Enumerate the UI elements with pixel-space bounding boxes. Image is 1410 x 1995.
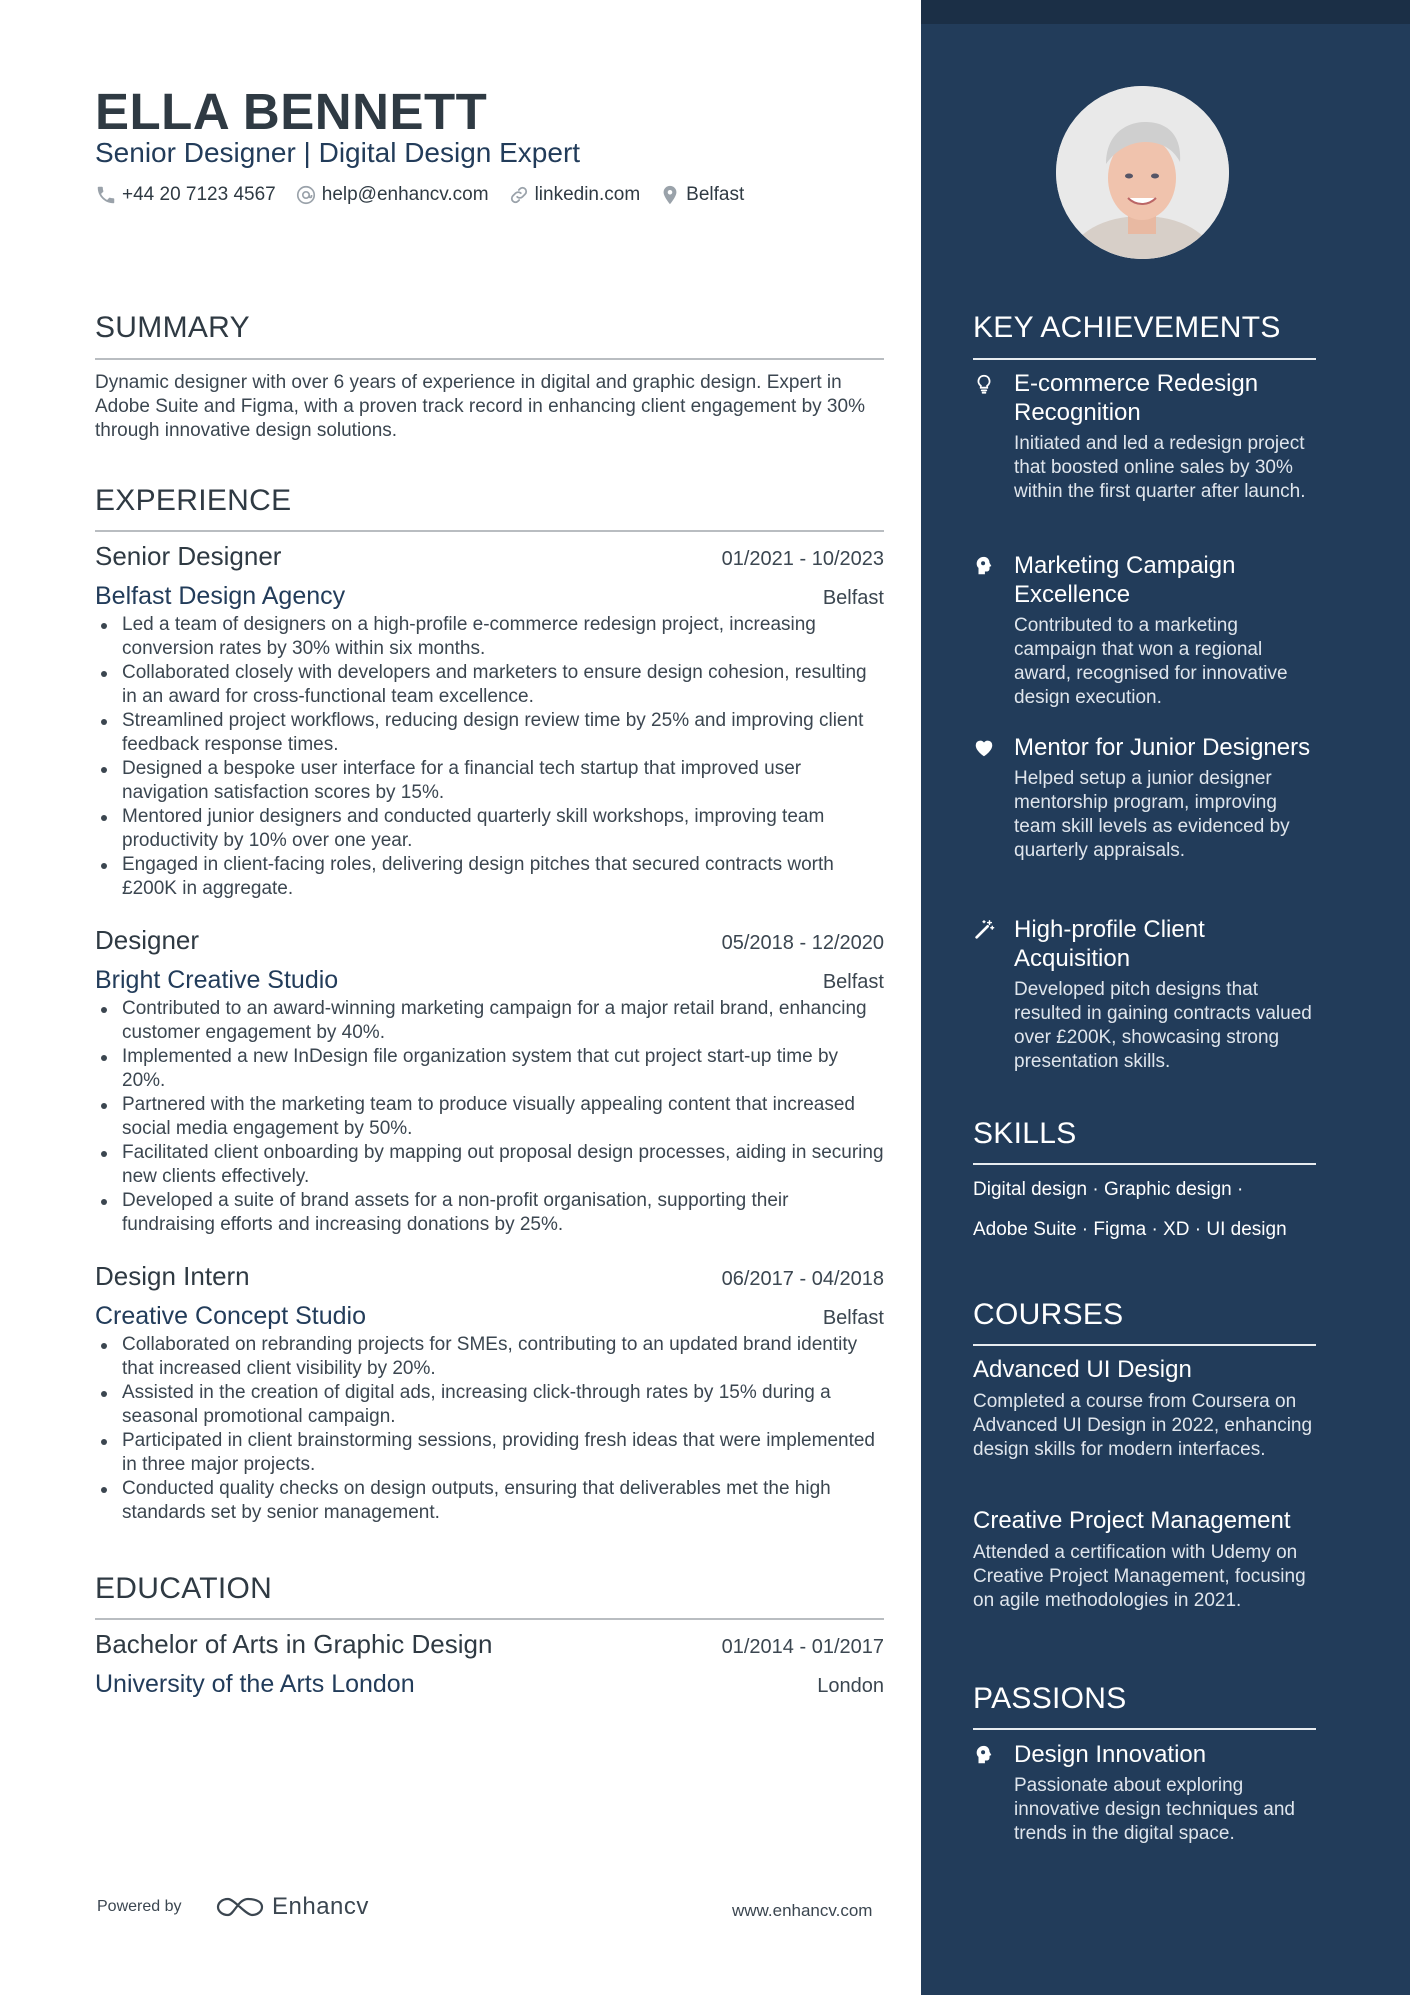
job-bullets bbox=[95, 1333, 884, 1525]
course-desc: Attended a certification with Udemy on Creative Project Management, focusing on agile methodologies in 2021. bbox=[973, 1542, 1306, 1611]
skills-divider bbox=[973, 1163, 1316, 1165]
achievement-item bbox=[973, 369, 1316, 504]
footer-url[interactable]: www.enhancv.com bbox=[732, 1901, 873, 1920]
contact-email-text: help@enhancv.com bbox=[321, 184, 489, 205]
passion-desc: Passionate about exploring innovative design techniques and trends in the digital space. bbox=[1014, 1775, 1295, 1844]
course-title: Advanced UI Design bbox=[973, 1356, 1192, 1383]
achievement-title: High-profile Client Acquisition bbox=[1014, 916, 1205, 972]
achievement-title: E-commerce Redesign Recognition bbox=[1014, 370, 1259, 426]
job-bullet: Assisted in the creation of digital ads, increasing click-through rates by 15% during a seasonal promotional campaign. bbox=[95, 1381, 884, 1429]
enhancv-logo[interactable] bbox=[216, 1893, 369, 1921]
job-location: Belfast bbox=[822, 971, 884, 993]
passions-divider bbox=[973, 1728, 1316, 1730]
job-bullet: Led a team of designers on a high-profile e-commerce redesign project, increasing conversion rates by 30% within six months. bbox=[95, 613, 884, 661]
job-bullets bbox=[95, 613, 884, 901]
job-bullet: Partnered with the marketing team to produce visually appealing content that increased social media engagement by 50%. bbox=[95, 1093, 884, 1141]
heart-icon bbox=[973, 737, 995, 759]
summary-divider bbox=[95, 358, 884, 360]
course-desc: Completed a course from Coursera on Advanced UI Design in 2022, enhancing design skills for modern interfaces. bbox=[973, 1391, 1313, 1460]
job-bullet: Streamlined project workflows, reducing design review time by 25% and improving client feedback response times. bbox=[95, 709, 884, 757]
achievements-divider bbox=[973, 358, 1316, 360]
job-bullet: Developed a suite of brand assets for a non-profit organisation, supporting their fundraising efforts and increasing donations by 25%. bbox=[95, 1189, 884, 1237]
at-icon bbox=[295, 184, 317, 206]
course-item bbox=[973, 1356, 1316, 1462]
job-location: Belfast bbox=[822, 1307, 884, 1329]
achievement-title: Marketing Campaign Excellence bbox=[1014, 552, 1236, 608]
skills-line: Adobe Suite · Figma · XD · UI design bbox=[973, 1219, 1287, 1240]
contact-email[interactable] bbox=[295, 184, 489, 206]
experience-heading: EXPERIENCE bbox=[95, 484, 292, 517]
infinity-logo-icon bbox=[216, 1895, 264, 1919]
brain-icon bbox=[973, 1744, 995, 1766]
phone-icon bbox=[95, 184, 117, 206]
achievement-item bbox=[973, 551, 1316, 710]
job-bullets bbox=[95, 997, 884, 1237]
job-bullet: Designed a bespoke user interface for a financial tech startup that improved user navigation satisfaction scores by 15%. bbox=[95, 757, 884, 805]
job-dates: 01/2021 - 10/2023 bbox=[721, 548, 884, 570]
job-dates: 05/2018 - 12/2020 bbox=[721, 932, 884, 954]
location-pin-icon bbox=[659, 184, 681, 206]
course-item bbox=[973, 1507, 1316, 1613]
profile-photo bbox=[1056, 86, 1229, 259]
job-bullet: Mentored junior designers and conducted quarterly skill workshops, improving team productivity by 10% over one year. bbox=[95, 805, 884, 853]
job-bullet: Contributed to an award-winning marketing campaign for a major retail brand, enhancing customer engagement by 40%. bbox=[95, 997, 884, 1045]
headline: Senior Designer | Digital Design Expert bbox=[95, 137, 581, 168]
courses-heading: COURSES bbox=[973, 1298, 1124, 1331]
contact-phone[interactable] bbox=[95, 184, 276, 206]
job-dates: 06/2017 - 04/2018 bbox=[721, 1268, 884, 1290]
passion-title: Design Innovation bbox=[1014, 1741, 1207, 1768]
degree-title: Bachelor of Arts in Graphic Design bbox=[95, 1629, 493, 1659]
job-company: Belfast Design Agency bbox=[95, 582, 346, 610]
skills-line: Digital design · Graphic design · bbox=[973, 1179, 1244, 1200]
school-name: University of the Arts London bbox=[95, 1670, 415, 1698]
education-entry bbox=[95, 1629, 884, 1699]
achievement-desc: Developed pitch designs that resulted in gaining contracts valued over £200K, showcasing strong presentation skills. bbox=[1014, 979, 1312, 1072]
job-bullet: Collaborated closely with developers and marketers to ensure design cohesion, resulting in an award for cross-functional team excellence. bbox=[95, 661, 884, 709]
job-company: Bright Creative Studio bbox=[95, 966, 339, 994]
lightbulb-icon bbox=[973, 373, 995, 395]
summary-heading: SUMMARY bbox=[95, 311, 250, 344]
job-bullet: Facilitated client onboarding by mapping out proposal design processes, aiding in securing new clients effectively. bbox=[95, 1141, 884, 1189]
achievement-item bbox=[973, 733, 1316, 863]
brain-icon bbox=[973, 555, 995, 577]
job-title: Senior Designer bbox=[95, 541, 282, 571]
education-heading: EDUCATION bbox=[95, 1572, 273, 1605]
job-entry bbox=[95, 541, 884, 901]
skills-list bbox=[973, 1170, 1316, 1250]
job-company: Creative Concept Studio bbox=[95, 1302, 366, 1330]
contact-linkedin[interactable] bbox=[508, 184, 641, 206]
school-location: London bbox=[817, 1675, 884, 1697]
achievement-desc: Helped setup a junior designer mentorship program, improving team skill levels as evidenced by quarterly appraisals. bbox=[1014, 768, 1290, 861]
contact-info bbox=[95, 184, 763, 206]
passion-item bbox=[973, 1740, 1316, 1846]
contact-linkedin-text: linkedin.com bbox=[534, 184, 641, 205]
passions-heading: PASSIONS bbox=[973, 1682, 1127, 1715]
courses-divider bbox=[973, 1344, 1316, 1346]
achievement-title: Mentor for Junior Designers bbox=[1014, 734, 1311, 761]
job-bullet: Conducted quality checks on design outputs, ensuring that deliverables met the high standards set by senior management. bbox=[95, 1477, 884, 1525]
course-title: Creative Project Management bbox=[973, 1507, 1291, 1534]
contact-location bbox=[659, 184, 744, 206]
brand-name: Enhancv bbox=[272, 1893, 369, 1920]
sidebar-top-band bbox=[921, 0, 1410, 24]
job-entry bbox=[95, 925, 884, 1237]
job-bullet: Engaged in client-facing roles, delivering design pitches that secured contracts worth £200K in aggregate. bbox=[95, 853, 884, 901]
achievement-desc: Contributed to a marketing campaign that won a regional award, recognised for innovative design execution. bbox=[1014, 615, 1288, 708]
job-bullet: Implemented a new InDesign file organization system that cut project start-up time by 20%. bbox=[95, 1045, 884, 1093]
candidate-name: ELLA BENNETT bbox=[95, 83, 488, 140]
education-divider bbox=[95, 1618, 884, 1620]
job-title: Design Intern bbox=[95, 1261, 250, 1291]
job-bullet: Participated in client brainstorming sessions, providing fresh ideas that were implemented in three major projects. bbox=[95, 1429, 884, 1477]
summary-text: Dynamic designer with over 6 years of experience in digital and graphic design. Expert in Adobe Suite and Figma, with a proven track record in enhancing client engagement by 30% through innovative design solutions. bbox=[95, 372, 865, 441]
experience-divider bbox=[95, 530, 884, 532]
link-icon bbox=[508, 184, 530, 206]
job-title: Designer bbox=[95, 925, 200, 955]
achievement-item bbox=[973, 915, 1316, 1074]
achievement-desc: Initiated and led a redesign project that boosted online sales by 30% within the first quarter after launch. bbox=[1014, 433, 1306, 502]
job-location: Belfast bbox=[822, 587, 884, 609]
magic-wand-icon bbox=[973, 919, 995, 941]
education-dates: 01/2014 - 01/2017 bbox=[721, 1636, 884, 1658]
skills-heading: SKILLS bbox=[973, 1117, 1077, 1150]
powered-by-label: Powered by bbox=[97, 1898, 182, 1915]
job-bullet: Collaborated on rebranding projects for SMEs, contributing to an updated brand identity that increased client visibility by 20%. bbox=[95, 1333, 884, 1381]
contact-phone-text: +44 20 7123 4567 bbox=[122, 184, 276, 205]
job-entry bbox=[95, 1261, 884, 1525]
contact-location-text: Belfast bbox=[686, 184, 745, 205]
achievements-heading: KEY ACHIEVEMENTS bbox=[973, 311, 1281, 344]
